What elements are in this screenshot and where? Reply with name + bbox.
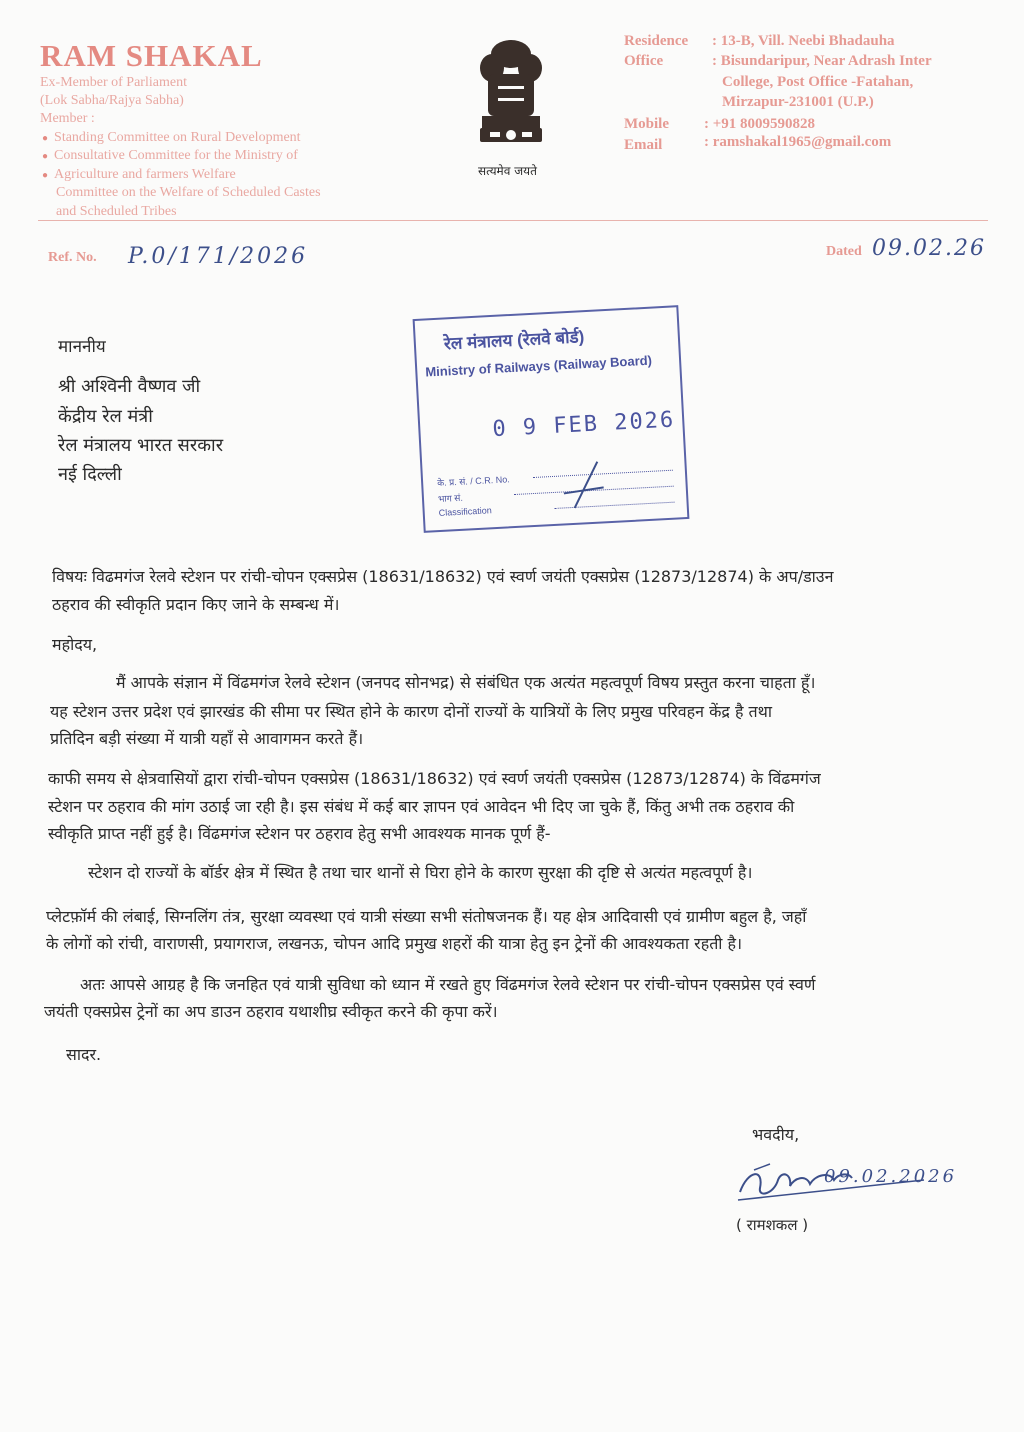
letterhead-title: Ex-Member of Parliament [40, 75, 187, 90]
signatory-name: ( रामशकल ) [736, 1216, 809, 1234]
paragraph-line: स्टेशन पर ठहराव की मांग उठाई जा रही है। इस संबंध में कई बार ज्ञापन एवं आवेदन भी दिए जा चुके हैं, किंतु अभी तक ठहराव की [48, 797, 795, 816]
dated-value: 09.02.26 [872, 236, 986, 261]
membership-item: ● Agriculture and farmers Welfare [42, 167, 236, 182]
stamp-initial-mark [552, 451, 615, 514]
ref-number: P.0/171/2026 [128, 244, 309, 269]
stamp-field: के. प्र. सं. / C.R. No. [436, 474, 510, 489]
mobile-label: Mobile [624, 116, 669, 132]
stamp-date: 0 9 FEB 2026 [491, 407, 676, 443]
received-stamp [413, 305, 690, 533]
paragraph-line: अतः आपसे आग्रह है कि जनहित एवं यात्री सुविधा को ध्यान में रखते हुए विंढमगंज रेलवे स्टेशन पर रांची-चोपन एक्सप्रेस एवं स्वर्ण [80, 975, 816, 994]
letterhead-name: RAM SHAKAL [40, 38, 263, 73]
ref-label: Ref. No. [48, 250, 97, 265]
recipient-line: रेल मंत्रालय भारत सरकार [58, 435, 224, 456]
membership-item: Committee on the Welfare of Scheduled Castes [56, 185, 321, 200]
signature-date: 09.02.2026 [824, 1166, 958, 1187]
paragraph-line: मैं आपके संज्ञान में विंढमगंज रेलवे स्टेशन (जनपद सोनभद्र) से संबंधित एक अत्यंत महत्वपूर्ण विषय प्रस्तुत करना चाहता हूँ। [116, 673, 816, 692]
closing: सादर. [66, 1045, 102, 1064]
membership-item: and Scheduled Tribes [56, 204, 177, 219]
mobile-number: : +91 8009590828 [704, 116, 816, 132]
recipient-line: नई दिल्ली [58, 464, 122, 485]
address-line: : 13-B, Vill. Neebi Bhadauha [712, 33, 895, 49]
email-address: : ramshakal1965@gmail.com [704, 134, 892, 150]
dated-label: Dated [826, 244, 862, 259]
recipient-line: केंद्रीय रेल मंत्री [58, 406, 153, 427]
email-label: Email [624, 137, 663, 153]
residence-label: Residence [624, 33, 689, 49]
address-line: Mirzapur-231001 (U.P.) [722, 94, 874, 110]
bullet-icon: ● [42, 151, 49, 162]
emblem-motto: सत्यमेव जयते [478, 164, 537, 178]
stamp-field: Classification [438, 505, 492, 518]
paragraph-line: जयंती एक्सप्रेस ट्रेनों का अप डाउन ठहराव यथाशीघ्र स्वीकृत करने की कृपा करें। [44, 1002, 498, 1021]
membership-item: ● Standing Committee on Rural Development [42, 130, 301, 145]
bullet-icon: ● [42, 133, 49, 144]
address-line: College, Post Office -Fatahan, [722, 74, 914, 90]
subject-line: ठहराव की स्वीकृति प्रदान किए जाने के सम्बन्ध में। [52, 595, 340, 614]
paragraph-line: यह स्टेशन उत्तर प्रदेश एवं झारखंड की सीमा पर स्थित होने के कारण दोनों राज्यों के यात्रियों के लिए प्रमुख परिवहन केंद्र है तथा [50, 702, 773, 721]
paragraph-line: प्रतिदिन बड़ी संख्या में यात्री यहाँ से आवागमन करते हैं। [50, 729, 364, 748]
stamp-field: भाग सं. [437, 492, 464, 505]
office-label: Office [624, 53, 664, 69]
address-line: : Bisundaripur, Near Adrash Inter [712, 53, 932, 69]
paragraph-line: स्टेशन दो राज्यों के बॉर्डर क्षेत्र में स्थित है तथा चार थानों से घिरा होने के कारण सुरक्षा की दृष्टि से अत्यंत महत्वपूर्ण है। [88, 863, 753, 882]
stamp-line-hindi: रेल मंत्रालय (रेलवे बोर्ड) [443, 327, 585, 354]
subject-line: विषयः विढमगंज रेलवे स्टेशन पर रांची-चोपन एक्सप्रेस (18631/18632) एवं स्वर्ण जयंती एक्सप्रेस (12873/12874) के अप/डाउन [52, 567, 834, 586]
letterhead-divider [38, 220, 988, 221]
paragraph-line: प्लेटफ़ॉर्म की लंबाई, सिग्नलिंग तंत्र, सुरक्षा व्यवस्था एवं यात्री संख्या सभी संतोषजनक हैं। यह क्षेत्र आदिवासी एवं ग्रामीण बहुल है, जहाँ [46, 907, 807, 926]
salutation: माननीय [58, 337, 106, 357]
paragraph-line: काफी समय से क्षेत्रवासियों द्वारा रांची-चोपन एक्सप्रेस (18631/18632) एवं स्वर्ण जयंती एक्सप्रेस (12873/12874) के विंढमगंज [48, 769, 821, 788]
letterhead-house: (Lok Sabha/Rajya Sabha) [40, 93, 184, 108]
bullet-icon: ● [42, 170, 49, 181]
recipient-line: श्री अश्विनी वैष्णव जी [58, 376, 201, 397]
greeting: महोदय, [52, 635, 98, 654]
national-emblem-icon [466, 34, 556, 164]
yours-faithfully: भवदीय, [752, 1125, 800, 1144]
paragraph-line: स्वीकृति प्राप्त नहीं हुई है। विंढमगंज स्टेशन पर ठहराव हेतु सभी आवश्यक मानक पूर्ण हैं- [48, 824, 551, 843]
paragraph-line: के लोगों को रांची, वाराणसी, प्रयागराज, लखनऊ, चोपन आदि प्रमुख शहरों की यात्रा हेतु इन ट्रेनों की आवश्यकता रहती है। [46, 934, 743, 953]
letterhead-member-label: Member : [40, 111, 95, 126]
stamp-line-english: Ministry of Railways (Railway Board) [424, 352, 653, 380]
membership-item: ● Consultative Committee for the Ministry of [42, 148, 298, 163]
